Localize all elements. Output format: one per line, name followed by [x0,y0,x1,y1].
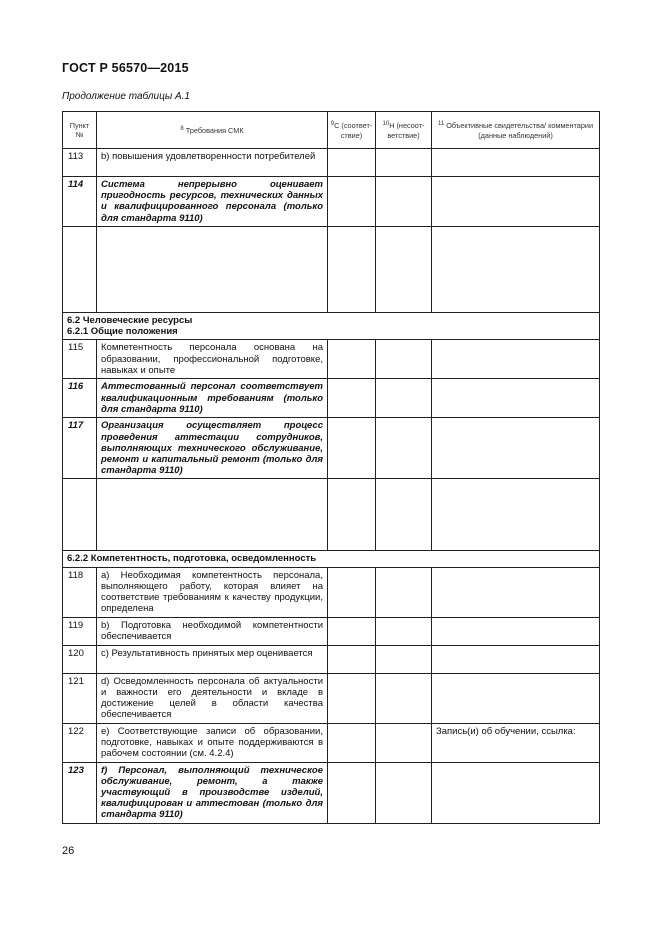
conformity-cell[interactable] [328,617,376,645]
requirement-text: b) повышения удовлетворенности потребителей [97,149,328,177]
requirement-text: e) Соответствующие записи об образовании, подготовке, навыках и опыте поддерживаются в рабочем состоянии (см. 4.2.4) [97,723,328,762]
table-row-blank [63,479,600,551]
table-row [63,762,600,823]
item-number: 119 [63,617,97,645]
conformity-cell[interactable] [328,762,376,823]
table-row [63,673,600,723]
nonconformity-cell[interactable] [376,418,432,479]
nonconformity-cell[interactable] [376,673,432,723]
col-header-requirements: $^8$ Требования СМК [97,112,328,149]
nonconformity-cell[interactable] [376,762,432,823]
section-row [63,551,600,567]
conformity-cell[interactable] [328,379,376,418]
item-number: 115 [63,340,97,379]
section-heading: 6.2.2 Компетентность, подготовка, осведомленность [63,551,600,567]
requirement-text: d) Осведомленность персонала об актуальности и важности его деятельности и вкладе в достижение целей в области качества обеспечивается [97,673,328,723]
table-row [63,379,600,418]
table-row [63,645,600,673]
document-code: ГОСТ Р 56570—2015 [62,61,189,75]
col-header-item-number: Пункт № [63,112,97,149]
evidence-cell[interactable] [432,177,600,227]
nonconformity-cell[interactable] [376,340,432,379]
requirement-text: c) Результативность принятых мер оценивается [97,645,328,673]
conformity-cell[interactable] [328,723,376,762]
col-header-nonconformity: $^{10}$Н (несоот-ветствие) [376,112,432,149]
table-row [63,177,600,227]
requirement-text: Организация осуществляет процесс проведения аттестации сотрудников, выполняющих технического обслуживание, ремонт и капитальный ремонт (только для стандарта 9110) [97,418,328,479]
table-row [63,149,600,177]
nonconformity-cell[interactable] [376,379,432,418]
item-number: 121 [63,673,97,723]
requirement-text: f) Персонал, выполняющий техническое обслуживание, ремонт, а также участвующий в производстве изделий, квалифицирован и аттестован (только для стандарта 9110) [97,762,328,823]
item-number: 114 [63,177,97,227]
item-number: 118 [63,567,97,617]
evidence-cell[interactable] [432,418,600,479]
table-row-blank [63,227,600,313]
evidence-cell[interactable] [432,149,600,177]
section-heading: 6.2 Человеческие ресурсы 6.2.1 Общие положения [63,313,600,340]
requirement-text: Аттестованный персонал соответствует квалификационным требованиям (только для стандарта 9110) [97,379,328,418]
section-row [63,313,600,340]
evidence-cell[interactable] [432,567,600,617]
col-header-evidence: $^{11}$ Объективные свидетельства/ комментарии (данные наблюдений) [432,112,600,149]
item-number: 120 [63,645,97,673]
evidence-cell[interactable] [432,379,600,418]
table-row [63,617,600,645]
table-header-row [63,112,600,149]
table-row [63,567,600,617]
conformity-cell[interactable] [328,177,376,227]
conformity-cell[interactable] [328,673,376,723]
table-row [63,418,600,479]
evidence-cell[interactable]: Запись(и) об обучении, ссылка: [432,723,600,762]
requirements-table [62,111,600,824]
conformity-cell[interactable] [328,340,376,379]
requirement-text: Система непрерывно оценивает пригодность ресурсов, технических данных и квалифицированного персонала (только для стандарта 9110) [97,177,328,227]
table-row [63,340,600,379]
nonconformity-cell[interactable] [376,149,432,177]
requirement-text: a) Необходимая компетентность персонала, выполняющего работу, которая влияет на соответствие требованиям к качеству продукции, определена [97,567,328,617]
evidence-cell[interactable] [432,673,600,723]
evidence-cell[interactable] [432,340,600,379]
nonconformity-cell[interactable] [376,567,432,617]
conformity-cell[interactable] [328,418,376,479]
item-number: 113 [63,149,97,177]
table-row [63,723,600,762]
col-header-conformity: $^9$С (соответ-ствие) [328,112,376,149]
evidence-cell[interactable] [432,617,600,645]
requirement-text: b) Подготовка необходимой компетентности обеспечивается [97,617,328,645]
item-number: 116 [63,379,97,418]
nonconformity-cell[interactable] [376,723,432,762]
page-number: 26 [62,845,75,857]
evidence-cell[interactable] [432,645,600,673]
nonconformity-cell[interactable] [376,177,432,227]
nonconformity-cell[interactable] [376,617,432,645]
item-number: 123 [63,762,97,823]
item-number: 117 [63,418,97,479]
conformity-cell[interactable] [328,149,376,177]
conformity-cell[interactable] [328,567,376,617]
requirement-text: Компетентность персонала основана на образовании, профессиональной подготовке, навыках и опыте [97,340,328,379]
nonconformity-cell[interactable] [376,645,432,673]
conformity-cell[interactable] [328,645,376,673]
table-continuation-caption: Продолжение таблицы А.1 [62,91,190,102]
item-number: 122 [63,723,97,762]
evidence-cell[interactable] [432,762,600,823]
